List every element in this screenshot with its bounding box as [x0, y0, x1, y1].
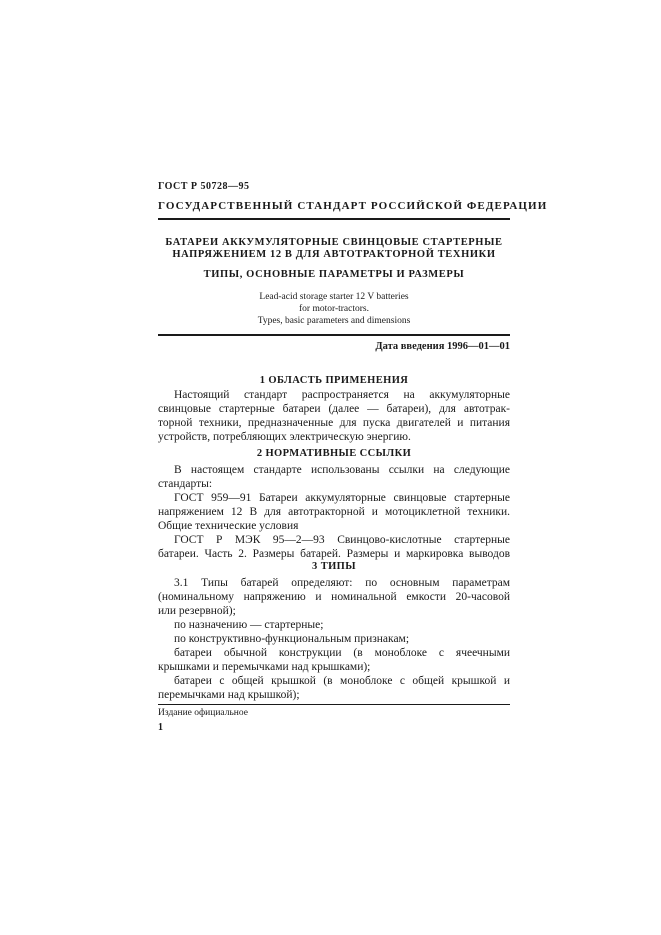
organization-heading: ГОСУДАРСТВЕННЫЙ СТАНДАРТ РОССИЙСКОЙ ФЕДЕРАЦИИ [158, 200, 548, 212]
english-title-line-2: for motor-tractors. [299, 304, 369, 314]
section-1-text [158, 388, 510, 444]
english-title-line-3: Types, basic parameters and dimensions [257, 316, 411, 326]
document-title-line-1: БАТАРЕИ АККУМУЛЯТОРНЫЕ СВИНЦОВЫЕ СТАРТЕРНЫЕ [165, 237, 503, 248]
text-line: Настоящий стандарт распространяется на аккумуляторные [174, 389, 510, 401]
footer-rule [158, 704, 510, 705]
text-line: В настоящем стандарте использованы ссылки на следующие [174, 464, 510, 476]
gost-number: ГОСТ Р 50728—95 [158, 181, 250, 192]
title-rule [158, 334, 510, 336]
text-line: Общие технические условия [158, 520, 299, 532]
header-rule [158, 218, 510, 220]
text-line: крышками и перемычками над крышками); [158, 661, 371, 673]
text-line: свинцовые стартерные батареи (далее — батареи), для автотрак- [158, 403, 510, 415]
text-line: ГОСТ 959—91 Батареи аккумуляторные свинцовые стартерные [174, 492, 510, 504]
text-line: батареи. Часть 2. Размеры батарей. Размеры и маркировка выводов [158, 548, 510, 560]
document-subtitle: ТИПЫ, ОСНОВНЫЕ ПАРАМЕТРЫ И РАЗМЕРЫ [203, 269, 465, 280]
english-title-line-1: Lead-acid storage starter 12 V batteries [259, 292, 409, 302]
section-1-heading: 1 ОБЛАСТЬ ПРИМЕНЕНИЯ [259, 375, 409, 386]
text-line: батареи обычной конструкции (в моноблоке с ячеечными [174, 647, 510, 659]
document-title-line-2: НАПРЯЖЕНИЕМ 12 В ДЛЯ АВТОТРАКТОРНОЙ ТЕХНИКИ [172, 249, 496, 260]
page-number: 1 [158, 722, 163, 733]
text-line: (номинальному напряжению и номинальной емкости 20-часовой [158, 591, 510, 603]
text-line: или резервной); [158, 605, 236, 617]
text-line: ГОСТ Р МЭК 95—2—93 Свинцово-кислотные стартерные [174, 534, 510, 546]
text-line: торной техники, предназначенные для пуска двигателей и питания [158, 417, 510, 429]
text-line: по конструктивно-функциональным признакам; [174, 633, 410, 645]
text-line: батареи с общей крышкой (в моноблоке с общей крышкой и [174, 675, 510, 687]
introduction-date: Дата введения 1996—01—01 [375, 341, 510, 352]
text-line: 3.1 Типы батарей определяют: по основным параметрам [174, 577, 510, 589]
text-line: перемычками над крышкой); [158, 689, 300, 701]
edition-note: Издание официальное [158, 708, 248, 718]
section-2-heading: 2 НОРМАТИВНЫЕ ССЫЛКИ [256, 448, 412, 459]
text-line: стандарты: [158, 478, 213, 490]
text-line: устройств, потребляющих электрическую энергию. [158, 431, 411, 443]
section-3-text [158, 576, 510, 702]
section-2-text [158, 463, 510, 561]
text-line: по назначению — стартерные; [174, 619, 324, 631]
section-3-heading: 3 ТИПЫ [312, 561, 356, 572]
text-line: напряжением 12 В для автотракторной и мотоциклетной техники. [158, 506, 510, 518]
